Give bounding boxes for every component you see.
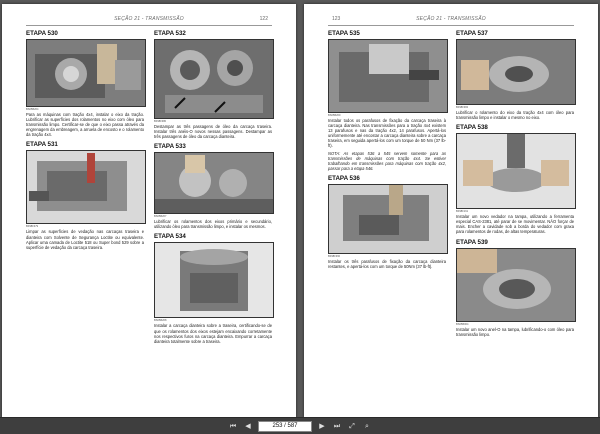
column-1 bbox=[26, 30, 144, 254]
zoom-icon[interactable]: ⤢ bbox=[349, 422, 355, 430]
step-photo bbox=[456, 39, 576, 105]
first-page-icon[interactable]: ⏮ bbox=[229, 422, 237, 430]
step-536: ETAPA 536 BF98F360 Instalar os três parafusos de fixação da carcaça dianteira restantes, e apertá-los com um torque de 50Nm (37 lb-ft). bbox=[328, 174, 446, 270]
page-number-input[interactable] bbox=[258, 421, 312, 432]
page-number: 122 bbox=[259, 16, 268, 22]
step-photo bbox=[154, 39, 274, 119]
page-number: 123 bbox=[332, 16, 341, 22]
step-photo bbox=[328, 184, 448, 254]
step-530: ETAPA 530 BS05B264 Para as máquinas com tração 4x4, instalar o eixo da tração. Lubrificar as superfícies dos rolamentos no eixo com óleo para transmissão limpo. Certificar-se de que o eixo passa através da engrenagem da embreagem, a arruela de encosto e o rolamento da tração 4x4. bbox=[26, 30, 144, 138]
step-538: ETAPA 538 BF98F161 Instalar um novo vedador na tampa, utilizando a ferramenta especial CAS-2381, até parar de se movimentar. NÃO forçar de mais. Encher a cavidade sob a borda do vedador com graxa para rolamentos de rodas, de altas temperaturas. bbox=[456, 124, 574, 235]
column-2 bbox=[456, 30, 574, 341]
left-page bbox=[2, 4, 296, 418]
step-photo bbox=[154, 242, 274, 318]
header-rule bbox=[26, 25, 272, 26]
step-photo bbox=[456, 248, 576, 322]
search-icon[interactable]: ⌕ bbox=[365, 422, 369, 430]
step-photo bbox=[154, 152, 274, 214]
right-page bbox=[304, 4, 598, 418]
next-page-icon[interactable]: ▶ bbox=[319, 422, 325, 430]
section-header: SEÇÃO 21 - TRANSMISSÃO bbox=[416, 16, 486, 22]
page-navigation-toolbar bbox=[0, 417, 600, 434]
step-533: ETAPA 533 BS05B267 Lubrificar os rolamentos dos eixos primário e secundário, utilizando óleo para transmissão limpo, e instalar os mesmos. bbox=[154, 143, 272, 230]
last-page-icon[interactable]: ⏭ bbox=[333, 422, 341, 430]
header-rule bbox=[328, 25, 574, 26]
step-535: ETAPA 535 BS05B269 Instalar todos os parafusos de fixação da carcaça traseira à carcaça dianteira. Nas transmissões para a tração 4x4 existem 13 parafusos e nas da tração 4x2, 14 parafusos. Apertá-los uniformemente até encostar a carcaça dianteira sobre a carcaça traseira, em seguida apertá-los com um torque de 50 Nm (37 lb-ft). NOTA: As etapas 536 a 545 servem somente para as transmissões de máquinas com tração 4x4. Se estiver trabalhando em transmissões para máquinas com tração 4x2, passar para a etapa 546. bbox=[328, 30, 446, 171]
step-532: ETAPA 532 BF98F380 Destampar as três passagens de óleo da carcaça traseira. Instalar três anéis-O novos nessas passagens. Destampar as três passagens de óleo da carcaça dianteira. bbox=[154, 30, 272, 140]
column-1 bbox=[328, 30, 446, 273]
step-photo bbox=[26, 39, 146, 107]
step-539: ETAPA 539 BS05B064 Instalar um novo anel-O na tampa, lubrificando-o com óleo para transmissão limpo. bbox=[456, 238, 574, 337]
step-photo bbox=[456, 133, 576, 209]
step-photo bbox=[328, 39, 448, 113]
previous-page-icon[interactable]: ◀ bbox=[245, 422, 251, 430]
column-2 bbox=[154, 30, 272, 348]
step-534: ETAPA 534 BS05B268 Instalar a carcaça dianteira sobre a traseira, certificando-se de que os rolamentos dos eixos estejam encaixando corretamente nos respectivos furos na carcaça dianteira. Empurrar a carcaça dianteira totalmente sobre a traseira. bbox=[154, 233, 272, 344]
step-photo bbox=[26, 150, 146, 224]
step-531: ETAPA 531 BF98F379 Limpar as superfícies de vedação nas carcaças traseira e dianteira com Solvente de Segurança Loctite ou equivalente. Aplicar uma camada de Loctite 518 ou Super bond 529 sobre a superfície de vedação da carcaça traseira. bbox=[26, 141, 144, 250]
step-537: ETAPA 537 BF98F384 Lubrificar o rolamento do eixo da tração 4x4 com óleo para transmissão limpo e instalar o mesmo no eixo. bbox=[456, 30, 574, 121]
section-header: SEÇÃO 21 - TRANSMISSÃO bbox=[114, 16, 184, 22]
